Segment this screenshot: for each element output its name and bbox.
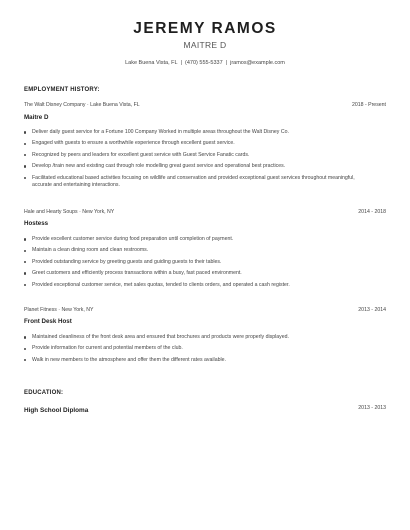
job-dates: 2014 - 2018: [358, 209, 386, 215]
job-company: Hale and Hearty Soups · New York, NY: [24, 209, 115, 215]
list-item: Maintained cleanliness of the front desk area and ensured that brochures and products were properly displayed.: [24, 334, 376, 341]
list-item: Facilitated educational based activities focusing on wildlife and conservation and provided exceptional guest services throughout meaningful, accurate and entertaining interactions.: [24, 175, 376, 189]
list-item: Provide excellent customer service during food preparation until completion of payment.: [24, 236, 376, 243]
education-dates: 2013 - 2013: [358, 405, 386, 411]
job-header: [24, 307, 386, 313]
job-bullet-list: [24, 129, 376, 193]
list-item: Deliver daily guest service for a Fortune 100 Company Worked in multiple areas throughout the Walt Disney Co.: [24, 129, 376, 136]
contact-email: jramos@example.com: [230, 60, 285, 66]
job-company: Planet Fitness · New York, NY: [24, 307, 94, 313]
list-item: Greet customers and efficiently process transactions within a busy, fast paced environment.: [24, 270, 376, 277]
job-header: [24, 102, 386, 108]
contact-location: Lake Buena Vista, FL: [125, 60, 178, 66]
job-dates: 2013 - 2014: [358, 307, 386, 313]
job-dates: 2018 - Present: [351, 102, 386, 108]
education-degree: High School Diploma: [24, 407, 89, 414]
contact-separator: |: [180, 60, 183, 66]
job-bullet-list: [24, 334, 376, 368]
candidate-name: JEREMY RAMOS: [133, 20, 277, 37]
list-item: Engaged with guests to ensure a worthwhile experience through excellent guest service.: [24, 140, 376, 147]
contact-line: [0, 60, 410, 66]
job-role: Front Desk Host: [24, 318, 72, 325]
list-item: Develop /train new and existing cast through role modelling great guest service and operational best practices.: [24, 163, 376, 170]
employment-heading: EMPLOYMENT HISTORY:: [24, 87, 100, 93]
candidate-title: MAITRE D: [183, 40, 227, 50]
list-item: Provided exceptional customer service, met sales quotas, tended to clients orders, and operated a cash register.: [24, 282, 376, 289]
list-item: Provided outstanding service by greeting guests and guiding guests to their tables.: [24, 259, 376, 266]
job-role: Maitre D: [24, 114, 49, 121]
list-item: Provide information for current and potential members of the club.: [24, 345, 376, 352]
education-heading: EDUCATION:: [24, 390, 64, 396]
job-role: Hostess: [24, 220, 49, 227]
list-item: Walk in new members to the atmosphere and offer them the different rates available.: [24, 357, 376, 364]
list-item: Maintain a clean dining room and clean restrooms.: [24, 247, 376, 254]
list-item: Recognized by peers and leaders for excellent guest service with Guest Service Fanatic cards.: [24, 152, 376, 159]
job-company: The Walt Disney Company · Lake Buena Vista, FL: [24, 102, 140, 108]
job-bullet-list: [24, 236, 376, 293]
contact-separator: |: [225, 60, 228, 66]
contact-phone: (470) 555-5337: [185, 60, 223, 66]
job-header: [24, 209, 386, 215]
